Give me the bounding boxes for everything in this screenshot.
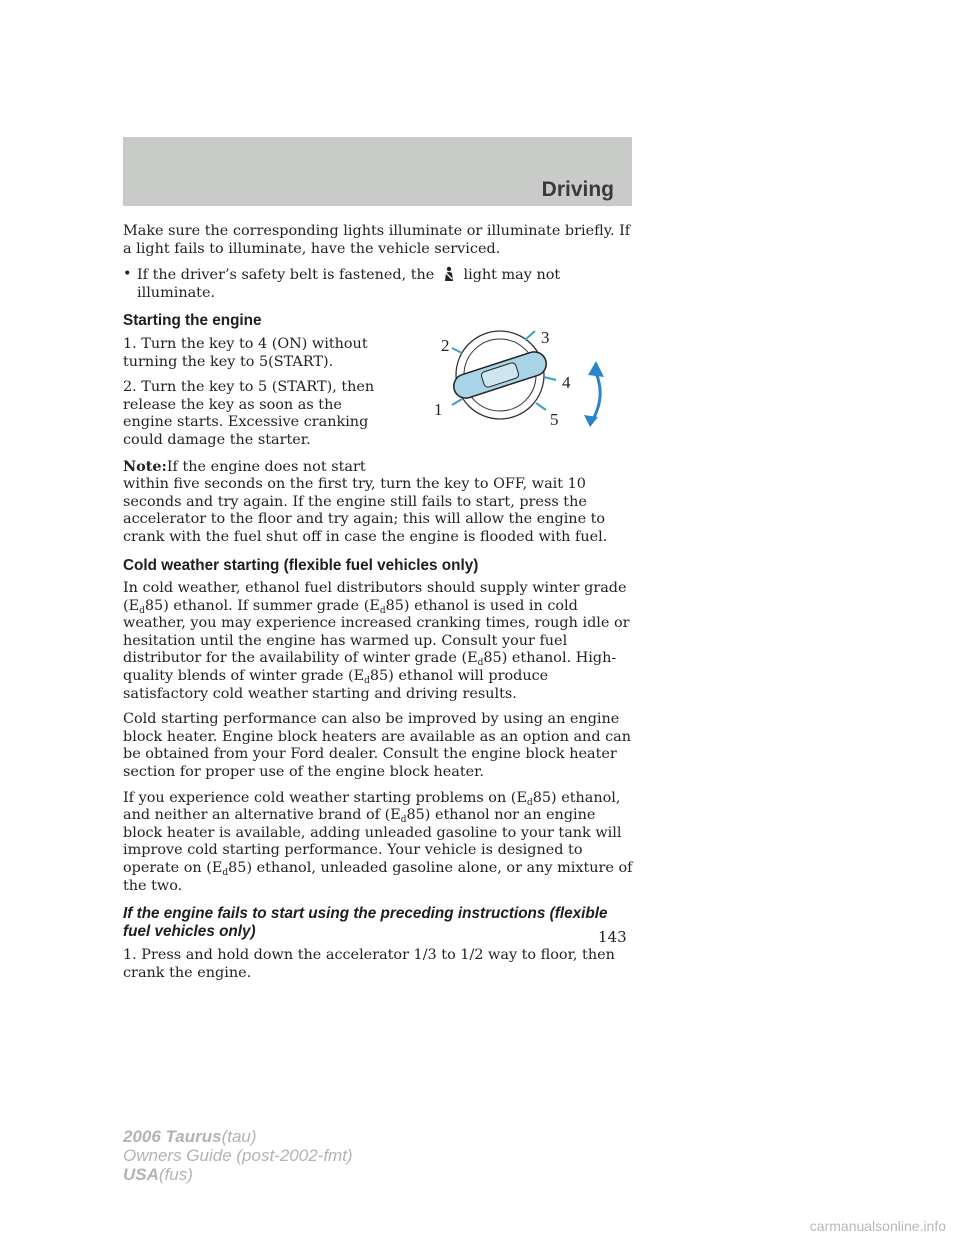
intro-paragraph: Make sure the corresponding lights illuminate or illuminate briefly. If a light fails to illuminate, have the vehicle serviced.	[123, 223, 631, 257]
note-text-b: within five seconds on the first try, turn the key to OFF, wait 10 seconds and try again. If the engine still fails to start, press the accelerator to the floor and try again; this will allow the engine to crank with the fuel shut off in case the engine is flooded with fuel.	[123, 476, 608, 545]
cold-paragraph-3: If you experience cold weather starting problems on $(E_d85)$ ethanol, and neither an alternative brand of $(E_d85)$ ethanol nor an engine block heater is available, adding unleaded gasoline to your tank will improve cold starting performance. Your vehicle is designed to operate on $(E_d85)$ ethanol, unleaded gasoline alone, or any mixture of the two.	[123, 789, 633, 894]
key-position-label-2: 2	[441, 336, 450, 355]
starting-step-2: 2. Turn the key to 5 (START), then release the key as soon as the engine starts. Excessive cranking could damage the starter.	[123, 379, 375, 448]
key-position-label-1: 1	[434, 400, 443, 419]
starting-step-1: 1. Turn the key to 4 (ON) without turning the key to 5(START).	[123, 335, 368, 370]
bullet-text-after: light may not illuminate.	[137, 267, 561, 301]
fails-step-1: 1. Press and hold down the accelerator 1/3 to 1/2 way to floor, then crank the engine.	[123, 947, 615, 981]
bullet-item: • If the driver’s safety belt is fastened, the light may not illuminate.	[123, 266, 561, 301]
watermark: carmanualsonline.info	[809, 1218, 946, 1234]
bullet-text-before: If the driver’s safety belt is fastened, the	[137, 267, 435, 284]
note-text-a: If the engine does not start	[166, 458, 366, 475]
key-position-label-4: 4	[562, 373, 571, 392]
cold-paragraph-2: Cold starting performance can also be improved by using an engine block heater. Engine block heaters are available as an option and can be obtained from your Ford dealer. Consult the engine block heater section for proper use of the engine block heater.	[123, 711, 632, 781]
key-position-label-3: 3	[541, 328, 550, 347]
cold-paragraph-1: In cold weather, ethanol fuel distributors should supply winter grade $(E_d85)$ ethanol. If summer grade $(E_d85)$ ethanol is used in cold weather, you may experience increased cranking times, rough idle or hesitation until the engine has warmed up. Consult your fuel distributor for the availability of winter grade $(E_d85)$ ethanol. High-quality blends of winter grade $(E_d85)$ ethanol will produce satisfactory cold weather starting and driving results.	[123, 580, 630, 702]
fails-heading: If the engine fails to start using the preceding instructions (flexible fuel vehicles only)	[123, 905, 608, 941]
footer-market-code: (fus)	[158, 1165, 193, 1184]
starting-heading: Starting the engine	[123, 312, 262, 330]
note-label: Note:	[123, 457, 167, 475]
starting-note	[123, 458, 633, 547]
section-title: Driving	[541, 178, 614, 201]
footer-model-code: (tau)	[221, 1127, 257, 1146]
section-header-band	[123, 137, 632, 206]
cold-weather-heading: Cold weather starting (flexible fuel vehicles only)	[123, 556, 479, 574]
key-position-label-5: 5	[550, 410, 559, 429]
seat-belt-icon	[441, 266, 457, 282]
footer-guide: Owners Guide (post-2002-fmt)	[123, 1146, 353, 1165]
footer-model: 2006 Taurus	[123, 1127, 222, 1146]
footer-market: USA	[123, 1165, 159, 1184]
page-number: 143	[598, 928, 627, 946]
ignition-key-diagram	[420, 315, 620, 435]
document-footer	[123, 1127, 353, 1184]
